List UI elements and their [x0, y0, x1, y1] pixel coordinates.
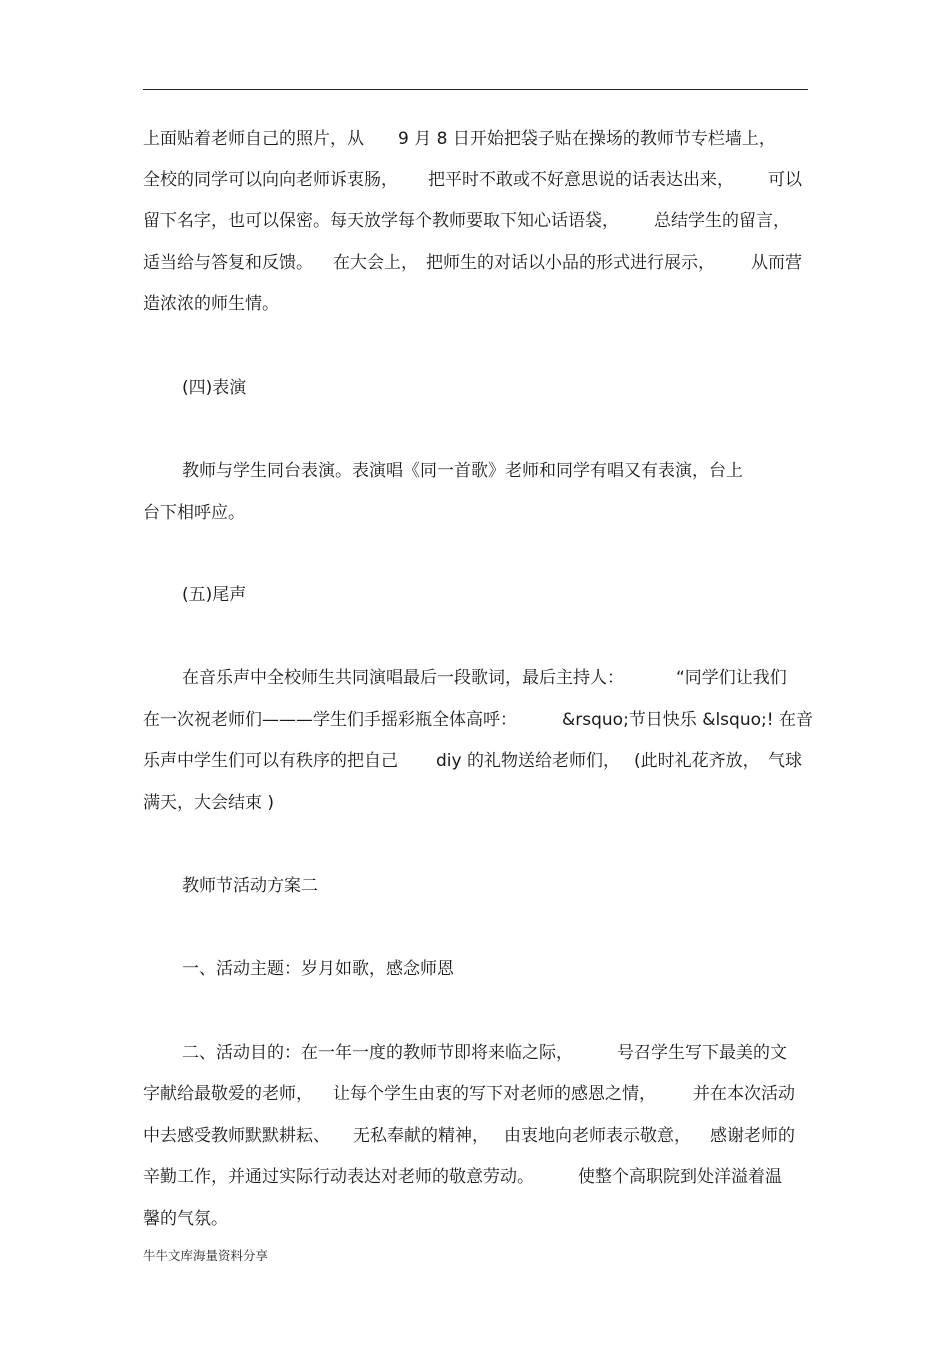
text-segment: 可以 [768, 170, 802, 190]
text-line [0, 498, 950, 528]
section-heading [0, 580, 950, 610]
text-line [0, 1162, 950, 1192]
text-line [0, 663, 950, 693]
text-segment: 字献给最敬爱的老师， [143, 1084, 313, 1104]
text-segment: 无私奉献的精神， [353, 1126, 489, 1146]
text-line [0, 746, 950, 776]
text-line [0, 206, 950, 236]
footer-text: 牛牛文库海量资料分享 [143, 1248, 269, 1263]
text-line [0, 456, 950, 486]
text-segment: 一、活动主题：岁月如歌，感念师恩 [182, 959, 454, 979]
text-line [0, 289, 950, 319]
text-segment: 把平时不敢或不好意思说的话表达出来， [428, 170, 734, 190]
header-rule [143, 89, 808, 90]
text-segment: 从而营 [751, 253, 802, 273]
text-line [0, 1079, 950, 1109]
text-segment: 教师节活动方案二 [182, 876, 318, 896]
text-segment: 教师与学生同台表演。表演唱《同一首歌》老师和同学有唱又有表演，台上 [182, 461, 743, 481]
text-line [0, 705, 950, 735]
text-line [0, 124, 950, 154]
text-segment: (四)表演 [182, 378, 247, 398]
section-heading [0, 871, 950, 901]
text-segment: 馨的气氛。 [143, 1209, 228, 1229]
text-line [0, 1121, 950, 1151]
text-segment: 号召学生写下最美的文 [617, 1043, 787, 1063]
section-heading [0, 373, 950, 403]
text-segment: 气球 [768, 751, 802, 771]
text-line [0, 1204, 950, 1234]
text-segment: “同学们让我们 [676, 668, 787, 688]
text-segment: 在音乐声中全校师生共同演唱最后一段歌词，最后主持人： [182, 668, 624, 688]
text-segment: 适当给与答复和反馈。 [143, 253, 313, 273]
text-segment: (五)尾声 [182, 585, 247, 605]
text-segment: 全校的同学可以向向老师诉衷肠， [143, 170, 398, 190]
text-segment: 上面贴着老师自己的照片，从 [143, 129, 364, 149]
text-segment: (此时礼花齐放， [634, 751, 760, 771]
text-segment: &rsquo;节日快乐 &lsquo;! 在音 [562, 710, 813, 730]
text-segment: 总结学生的留言， [654, 211, 790, 231]
text-segment: 在一次祝老师们———学生们手摇彩瓶全体高呼： [143, 710, 517, 730]
text-segment: 满天，大会结束 ) [143, 793, 275, 813]
text-segment: 造浓浓的师生情。 [143, 294, 279, 314]
text-segment: 台下相呼应。 [143, 503, 245, 523]
text-segment: 由衷地向老师表示敬意， [504, 1126, 691, 1146]
text-segment: 让每个学生由衷的写下对老师的感恩之情， [333, 1084, 656, 1104]
text-segment: 使整个高职院到处洋溢着温 [578, 1167, 782, 1187]
text-segment: 9 月 8 日开始把袋子贴在操场的教师节专栏墙上， [398, 129, 776, 149]
text-line [0, 1038, 950, 1068]
text-segment: 把师生的对话以小品的形式进行展示， [426, 253, 715, 273]
text-segment: 辛勤工作，并通过实际行动表达对老师的敬意劳动。 [143, 1167, 534, 1187]
text-segment: 中去感受教师默默耕耘、 [143, 1126, 330, 1146]
text-segment: 感谢老师的 [710, 1126, 795, 1146]
text-segment: 在大会上， [333, 253, 418, 273]
text-line [0, 954, 950, 984]
text-line [0, 788, 950, 818]
text-segment: 并在本次活动 [693, 1084, 795, 1104]
text-segment: 乐声中学生们可以有秩序的把自己 [143, 751, 398, 771]
text-line [0, 165, 950, 195]
text-segment: 留下名字，也可以保密。每天放学每个教师要取下知心话语袋， [143, 211, 619, 231]
text-segment: 二、活动目的：在一年一度的教师节即将来临之际， [182, 1043, 573, 1063]
text-line [0, 248, 950, 278]
text-segment: diy 的礼物送给老师们， [436, 751, 620, 771]
